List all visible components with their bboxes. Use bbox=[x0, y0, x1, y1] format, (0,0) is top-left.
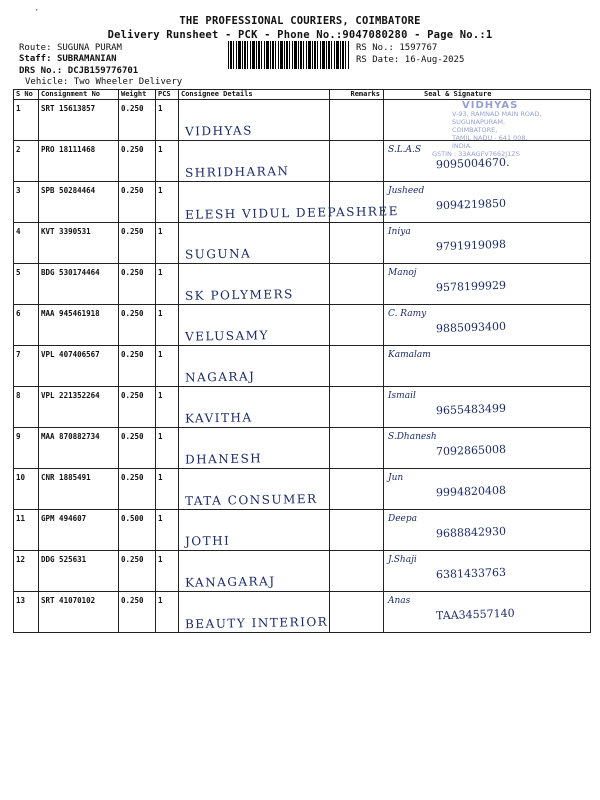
row-weight: 0.250 bbox=[119, 346, 156, 387]
consignee-handwriting: BEAUTY INTERIOR bbox=[184, 614, 329, 632]
barcode bbox=[228, 41, 350, 69]
row-weight: 0.250 bbox=[119, 469, 156, 510]
consignee-handwriting: JOTHI bbox=[184, 533, 231, 549]
row-pcs: 1 bbox=[156, 182, 179, 223]
rs-date-value: 16-Aug-2025 bbox=[404, 55, 465, 65]
table-row bbox=[14, 141, 591, 182]
route-value: SUGUNA PURAM bbox=[56, 43, 122, 53]
row-weight: 0.250 bbox=[119, 141, 156, 182]
row-pcs: 1 bbox=[156, 305, 179, 346]
row-seal-signature bbox=[384, 264, 591, 305]
table-row bbox=[14, 223, 591, 264]
row-seal-signature bbox=[384, 223, 591, 264]
signature: Manoj bbox=[388, 268, 417, 278]
row-seal-signature bbox=[384, 551, 591, 592]
row-weight: 0.500 bbox=[119, 510, 156, 551]
rs-date-line bbox=[356, 55, 464, 65]
company-title: THE PROFESSIONAL COURIERS, COIMBATORE bbox=[179, 15, 421, 27]
row-pcs: 1 bbox=[156, 264, 179, 305]
row-consignment-no: CNR 1885491 bbox=[39, 469, 119, 510]
runsheet-table bbox=[13, 89, 591, 633]
row-seal-signature bbox=[384, 469, 591, 510]
staff-value: SUBRAMANIAN bbox=[56, 54, 117, 64]
rs-no-label: RS No.: bbox=[356, 43, 394, 53]
vehicle-value: Two Wheeler Delivery bbox=[73, 77, 183, 87]
row-consignment-no: KVT 3390531 bbox=[39, 223, 119, 264]
row-sno: 8 bbox=[14, 387, 39, 428]
col-consignee: Consignee Details bbox=[179, 90, 330, 100]
row-seal-signature bbox=[384, 592, 591, 633]
col-sno: S No bbox=[14, 90, 39, 100]
signature: J.Shaji bbox=[388, 555, 417, 565]
staff-label: Staff: bbox=[19, 54, 52, 64]
signature: Jun bbox=[388, 473, 404, 483]
col-consignment: Consignment No bbox=[39, 90, 119, 100]
row-sno: 2 bbox=[14, 141, 39, 182]
col-pcs: PCS bbox=[156, 90, 179, 100]
row-remarks bbox=[330, 551, 384, 592]
rs-date-label: RS Date: bbox=[356, 55, 400, 65]
receiver-phone: 9994820408 bbox=[435, 483, 507, 500]
row-consignment-no: PRO 18111468 bbox=[39, 141, 119, 182]
signature: S.Dhanesh bbox=[388, 432, 437, 442]
row-weight: 0.250 bbox=[119, 305, 156, 346]
table-row bbox=[14, 469, 591, 510]
row-pcs: 1 bbox=[156, 100, 179, 141]
row-remarks bbox=[330, 141, 384, 182]
table-row bbox=[14, 551, 591, 592]
row-weight: 0.250 bbox=[119, 551, 156, 592]
row-seal-signature bbox=[384, 141, 591, 182]
row-sno: 12 bbox=[14, 551, 39, 592]
table-row bbox=[14, 428, 591, 469]
stamp-brand: VIDHYAS bbox=[462, 100, 519, 111]
row-remarks bbox=[330, 387, 384, 428]
row-remarks bbox=[330, 592, 384, 633]
rs-no-value: 1597767 bbox=[399, 43, 438, 53]
row-sno: 13 bbox=[14, 592, 39, 633]
consignee-handwriting: TATA CONSUMER bbox=[184, 491, 318, 509]
consignee-handwriting: DHANESH bbox=[184, 451, 263, 467]
row-sno: 4 bbox=[14, 223, 39, 264]
route-line bbox=[19, 43, 122, 53]
row-weight: 0.250 bbox=[119, 100, 156, 141]
route-label: Route: bbox=[19, 43, 52, 53]
table-header-row bbox=[14, 90, 591, 100]
row-consignee bbox=[179, 510, 330, 551]
row-consignee bbox=[179, 428, 330, 469]
row-consignee bbox=[179, 551, 330, 592]
consignee-handwriting: KAVITHA bbox=[184, 410, 253, 426]
row-consignee bbox=[179, 346, 330, 387]
signature: C. Ramy bbox=[388, 309, 427, 319]
row-remarks bbox=[330, 469, 384, 510]
stamp-line: V-93, RAMNAD MAIN ROAD, bbox=[452, 110, 542, 118]
receiver-phone: 9095004670. bbox=[435, 155, 510, 172]
consignee-handwriting: KANAGARAJ bbox=[184, 574, 276, 590]
drs-label: DRS No.: bbox=[19, 66, 63, 76]
row-pcs: 1 bbox=[156, 592, 179, 633]
row-remarks bbox=[330, 428, 384, 469]
row-consignment-no: MAA 945461918 bbox=[39, 305, 119, 346]
vehicle-label: Vehicle: bbox=[25, 77, 69, 87]
row-consignment-no: SRT 15613857 bbox=[39, 100, 119, 141]
row-seal-signature bbox=[384, 305, 591, 346]
row-consignment-no: GPM 494607 bbox=[39, 510, 119, 551]
table-row bbox=[14, 264, 591, 305]
drs-value: DCJB159776701 bbox=[67, 66, 139, 76]
receiver-phone: 9688842930 bbox=[435, 524, 507, 541]
table-row bbox=[14, 346, 591, 387]
row-consignment-no: VPL 407406567 bbox=[39, 346, 119, 387]
row-sno: 9 bbox=[14, 428, 39, 469]
row-pcs: 1 bbox=[156, 387, 179, 428]
signature: Kamalam bbox=[388, 350, 431, 360]
consignee-handwriting: ELESH VIDUL DEEPASHREE bbox=[184, 204, 400, 222]
receiver-phone: 9885093400 bbox=[435, 319, 507, 336]
row-consignment-no: SPB 50284464 bbox=[39, 182, 119, 223]
row-weight: 0.250 bbox=[119, 264, 156, 305]
row-pcs: 1 bbox=[156, 428, 179, 469]
table-row bbox=[14, 182, 591, 223]
row-weight: 0.250 bbox=[119, 387, 156, 428]
row-consignment-no: VPL 221352264 bbox=[39, 387, 119, 428]
row-sno: 11 bbox=[14, 510, 39, 551]
receiver-phone: 9094219850 bbox=[435, 196, 507, 213]
row-pcs: 1 bbox=[156, 346, 179, 387]
row-remarks bbox=[330, 100, 384, 141]
consignee-handwriting: NAGARAJ bbox=[184, 369, 256, 385]
row-consignee bbox=[179, 223, 330, 264]
col-seal-signature: Seal & Signature bbox=[384, 90, 591, 100]
row-sno: 1 bbox=[14, 100, 39, 141]
row-remarks bbox=[330, 264, 384, 305]
table-row bbox=[14, 592, 591, 633]
row-sno: 7 bbox=[14, 346, 39, 387]
row-consignment-no: BDG 530174464 bbox=[39, 264, 119, 305]
row-sno: 3 bbox=[14, 182, 39, 223]
staff-line bbox=[19, 54, 117, 64]
row-remarks bbox=[330, 305, 384, 346]
col-weight: Weight bbox=[119, 90, 156, 100]
row-weight: 0.250 bbox=[119, 428, 156, 469]
rs-no-line bbox=[356, 43, 437, 53]
receiver-phone: 7092865008 bbox=[435, 442, 507, 459]
row-seal-signature bbox=[384, 346, 591, 387]
drs-line bbox=[19, 66, 138, 76]
receiver-phone: 9791919098 bbox=[435, 237, 507, 254]
row-weight: 0.250 bbox=[119, 182, 156, 223]
row-consignee bbox=[179, 387, 330, 428]
receiver-phone: TAA34557140 bbox=[435, 606, 515, 623]
row-remarks bbox=[330, 346, 384, 387]
table-row bbox=[14, 387, 591, 428]
row-consignment-no: DDG 525631 bbox=[39, 551, 119, 592]
consignee-handwriting: VELUSAMY bbox=[184, 328, 270, 344]
signature: Ismail bbox=[388, 391, 416, 401]
row-consignee bbox=[179, 182, 400, 223]
row-seal-signature bbox=[384, 182, 591, 223]
row-remarks bbox=[330, 510, 384, 551]
row-consignee bbox=[179, 469, 330, 510]
row-pcs: 1 bbox=[156, 469, 179, 510]
table-row bbox=[14, 305, 591, 346]
row-pcs: 1 bbox=[156, 141, 179, 182]
table-row bbox=[14, 100, 591, 141]
stamp-line: GSTIN : 33AAGFV7662J1ZS bbox=[432, 150, 520, 158]
row-pcs: 1 bbox=[156, 551, 179, 592]
stamp-line: SUGUNAPURAM, COIMBATORE, bbox=[452, 118, 506, 134]
consignee-handwriting: SHRIDHARAN bbox=[184, 164, 290, 180]
signature: Deepa bbox=[388, 514, 417, 524]
row-consignee bbox=[179, 592, 330, 633]
row-weight: 0.250 bbox=[119, 592, 156, 633]
signature: Iniya bbox=[388, 227, 411, 237]
signature: Jusheed bbox=[388, 186, 425, 196]
row-consignee bbox=[179, 264, 330, 305]
consignee-handwriting: SUGUNA bbox=[184, 246, 252, 262]
row-seal-signature bbox=[384, 387, 591, 428]
row-sno: 6 bbox=[14, 305, 39, 346]
row-consignee bbox=[179, 100, 330, 141]
row-sno: 5 bbox=[14, 264, 39, 305]
row-seal-signature bbox=[384, 510, 591, 551]
row-remarks bbox=[330, 223, 384, 264]
consignee-handwriting: SK POLYMERS bbox=[184, 287, 294, 303]
signature: S.L.A.S bbox=[388, 145, 422, 155]
receiver-phone: 9578199929 bbox=[435, 278, 507, 295]
row-weight: 0.250 bbox=[119, 223, 156, 264]
col-remarks: Remarks bbox=[330, 90, 384, 100]
receiver-phone: 9655483499 bbox=[435, 401, 507, 418]
corner-mark: · bbox=[34, 6, 40, 16]
table-row bbox=[14, 510, 591, 551]
row-pcs: 1 bbox=[156, 510, 179, 551]
stamp-line: TAMIL NADU - 641 008, INDIA. bbox=[452, 134, 528, 150]
row-consignment-no: SRT 41070102 bbox=[39, 592, 119, 633]
row-consignee bbox=[179, 305, 330, 346]
receiver-phone: 6381433763 bbox=[435, 565, 507, 582]
row-sno: 10 bbox=[14, 469, 39, 510]
row-consignment-no: MAA 870882734 bbox=[39, 428, 119, 469]
signature: Anas bbox=[388, 596, 411, 606]
runsheet-subtitle: Delivery Runsheet - PCK - Phone No.:9047080280 - Page No.:1 bbox=[107, 29, 493, 41]
consignee-handwriting: VIDHYAS bbox=[184, 123, 253, 139]
row-seal-signature bbox=[384, 428, 591, 469]
vehicle-line bbox=[25, 77, 182, 87]
row-pcs: 1 bbox=[156, 223, 179, 264]
row-consignee bbox=[179, 141, 330, 182]
